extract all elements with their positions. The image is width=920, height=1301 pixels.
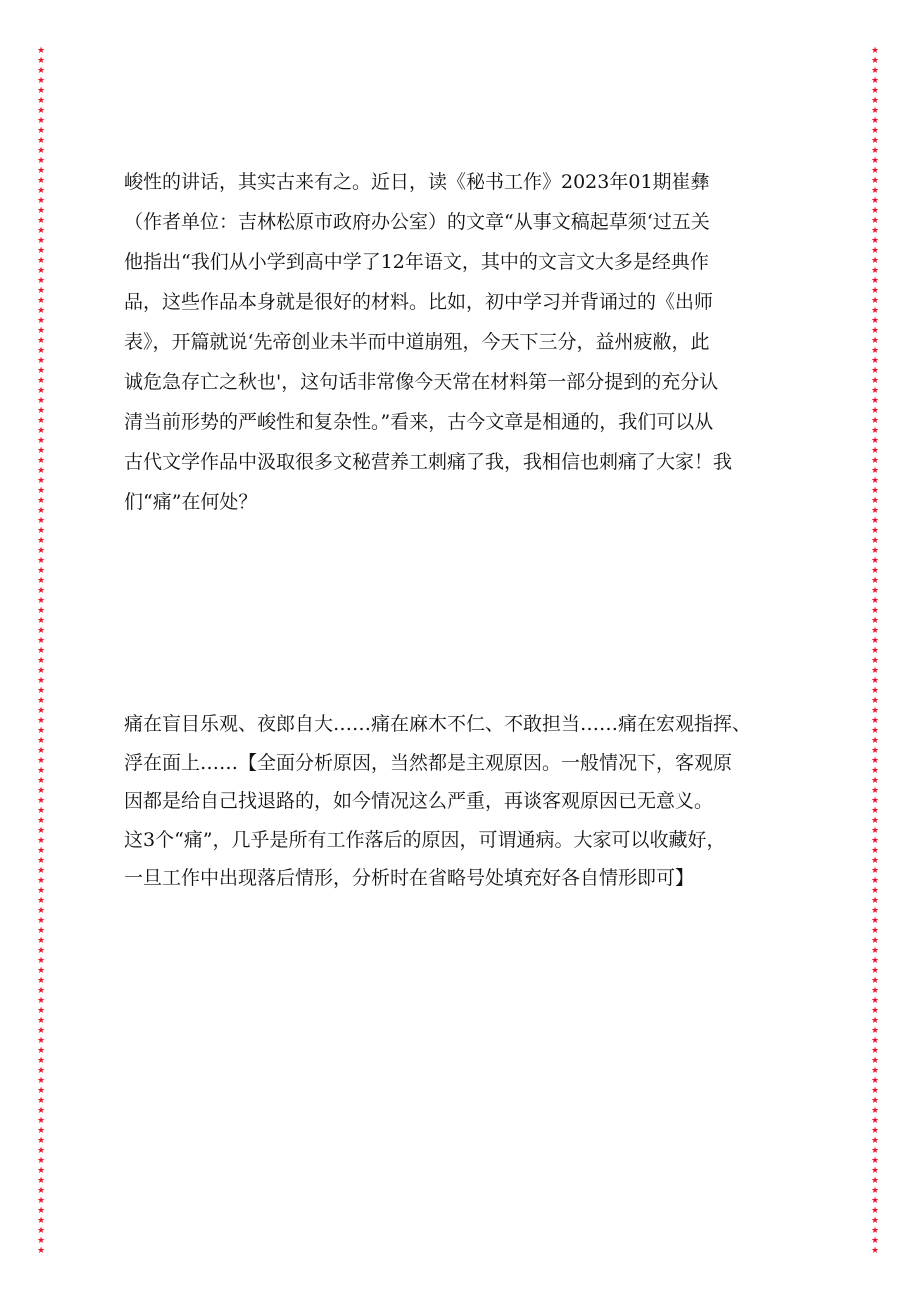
paragraph-line: 他指出“我们从小学到高中学了12年语文，其中的文言文大多是经典作 bbox=[124, 251, 709, 273]
left-star-border: ★ ★ ★ ★ ★ ★ ★ ★ ★ ★ ★ ★ ★ ★ ★ ★ ★ ★ ★ ★ ★ ★ ★ ★ ★ ★ ★ ★ ★ ★ ★ ★ ★ ★ ★ ★ ★ ★ ★ ★ ★ ★ ★ ★ ★ ★ ★ ★ ★ ★ ★ ★ ★ ★ ★ ★ ★ ★ ★ ★ ★ ★ ★ ★ ★ ★ ★ ★ ★ ★ ★ ★ ★ ★ ★ ★ ★ ★ ★ ★ ★ ★ ★ ★ ★ ★ ★ ★ ★ ★ ★ ★ ★ ★ ★ ★ ★ ★ ★ ★ ★ ★ ★ ★ ★ ★ ★ ★ ★ ★ ★ ★ ★ ★ ★ ★ ★ ★ ★ ★ ★ bbox=[36, 46, 46, 1256]
paragraph-line: 清当前形势的严峻性和复杂性。”看来，古今文章是相通的，我们可以从 bbox=[124, 411, 714, 433]
paragraph-2 bbox=[124, 705, 814, 898]
paragraph-line: 这3个“痛”，几乎是所有工作落后的原因，可谓通病。大家可以收藏好， bbox=[124, 828, 726, 851]
paragraph-1 bbox=[124, 162, 814, 522]
paragraph-line: 浮在面上……【全面分析原因，当然都是主观原因。一般情况下，客观原 bbox=[124, 751, 733, 774]
paragraph-line: （作者单位：吉林松原市政府办公室）的文章“从事文稿起草须‘过五关 bbox=[124, 211, 710, 233]
paragraph-line: 峻性的讲话，其实古来有之。近日，读《秘书工作》2023年01期崔彝 bbox=[124, 171, 710, 193]
paragraph-line: 一旦工作中出现落后情形，分析时在省略号处填充好各自情形即可】 bbox=[124, 867, 695, 889]
paragraph-line: 因都是给自己找退路的，如今情况这么严重，再谈客观原因已无意义。 bbox=[124, 790, 714, 812]
paragraph-line: 品，这些作品本身就是很好的材料。比如，初中学习并背诵过的《出师 bbox=[124, 291, 714, 313]
paragraph-line: 古代文学作品中汲取很多文秘营养工刺痛了我，我相信也刺痛了大家！我 bbox=[124, 451, 733, 473]
paragraph-line: 们“痛”在何处？ bbox=[124, 491, 258, 513]
paragraph-line: 诚危急存亡之秋也'，这句话非常像今天常在材料第一部分提到的充分认 bbox=[124, 371, 719, 393]
right-star-border: ★ ★ ★ ★ ★ ★ ★ ★ ★ ★ ★ ★ ★ ★ ★ ★ ★ ★ ★ ★ ★ ★ ★ ★ ★ ★ ★ ★ ★ ★ ★ ★ ★ ★ ★ ★ ★ ★ ★ ★ ★ ★ ★ ★ ★ ★ ★ ★ ★ ★ ★ ★ ★ ★ ★ ★ ★ ★ ★ ★ ★ ★ ★ ★ ★ ★ ★ ★ ★ ★ ★ ★ ★ ★ ★ ★ ★ ★ ★ ★ ★ ★ ★ ★ ★ ★ ★ ★ ★ ★ ★ ★ ★ ★ ★ ★ ★ ★ ★ ★ ★ ★ ★ ★ ★ ★ ★ ★ ★ ★ ★ ★ ★ ★ ★ ★ ★ ★ ★ ★ ★ bbox=[870, 46, 880, 1256]
paragraph-line: 表》，开篇就说‘先帝创业未半而中道崩殂，今天下三分，益州疲敝，此 bbox=[124, 331, 710, 353]
paragraph-line: 痛在盲目乐观、夜郎自大……痛在麻木不仁、不敢担当……痛在宏观指挥、 bbox=[124, 713, 752, 735]
